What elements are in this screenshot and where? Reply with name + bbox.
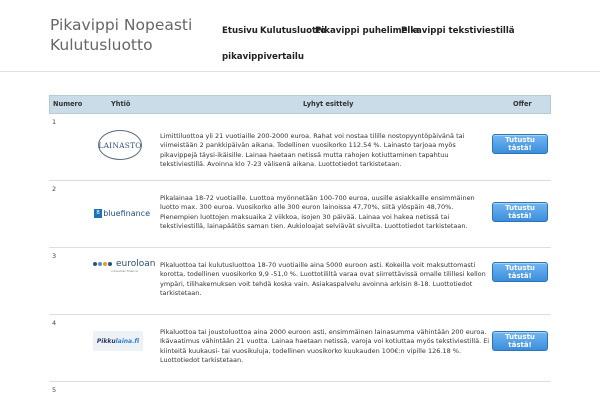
euroloan-logo-sub: consumer finance — [111, 269, 138, 273]
nav-item-etusivu[interactable]: Etusivu — [222, 26, 258, 36]
offer-button[interactable]: Tutustu tästä! — [492, 134, 548, 154]
pikkulaina-logo-text-b: laina.fi — [115, 337, 140, 345]
header-company: Yhtiö — [111, 100, 131, 108]
table-row — [49, 383, 551, 400]
site-title-line1[interactable]: Pikavippi Nopeasti — [50, 16, 193, 34]
table-row — [49, 249, 551, 315]
euroloan-dot — [98, 262, 102, 266]
nav-item-pikavippi-puhelimella[interactable]: Pikavippi puhelimella — [315, 26, 420, 36]
pikkulaina-logo-text-a: Pikku — [96, 337, 116, 345]
row-number: 5 — [52, 386, 57, 394]
site-header — [0, 0, 600, 72]
row-description: Pikaluottoa tai kulutusluottoa 18-70 vuotiaille aina 5000 euroon asti. Kokeilla voit maksuttomasti korotta, todellinen vuosikorko 9,9 -51,0 %. Luottotililtä varaa ovat siirrettävissä omalle tilillesi kellon ympäri, tilihakemuksen voit tehdä koska vain. Asiakaspalvelu avoinna arkisin 8-18. Luottotiedot tarkistetaan. — [160, 261, 486, 297]
bluefinance-logo[interactable] — [94, 206, 150, 220]
offer-button[interactable]: Tutustu tästä! — [492, 202, 548, 222]
table-row — [49, 115, 551, 181]
row-number: 3 — [52, 252, 57, 260]
euroloan-logo-text: euroloan — [116, 259, 155, 269]
euroloan-logo[interactable] — [93, 258, 155, 274]
row-number: 1 — [52, 118, 57, 126]
site-title[interactable] — [50, 15, 220, 55]
euroloan-logo-line — [93, 259, 155, 269]
table-row — [49, 182, 551, 248]
nav-item-pikavippivertailu[interactable]: pikavippivertailu — [222, 52, 304, 62]
header-description: Lyhyt esittely — [303, 100, 354, 108]
lainasto-ring — [98, 130, 142, 160]
site-title-line2[interactable]: Kulutusluotto — [50, 36, 153, 54]
bluefinance-mark: B — [94, 209, 102, 218]
row-description: Pikaluottoa tai joustoluottoa aina 2000 euroon asti, ensimmäinen lainasumma vähintään 200 euroa. Ikävaatimus vähintään 21 vuotta. Lainaa haetaan netissä, varoja voi kotiuttaa myös tekstiviestillä. Ei kiinteitä kuukausi- tai vuosikuluja, todellinen vuosikorko kuukauden 100€:n vipille 126.18 %. Luottotiedot tarkistetaan. — [160, 328, 490, 364]
euroloan-dot — [103, 262, 107, 266]
nav-item-kulutusluotto[interactable]: Kulutusluotto — [260, 26, 327, 36]
euroloan-dots-icon — [93, 262, 113, 266]
row-number: 2 — [52, 185, 57, 193]
offer-button[interactable]: Tutustu tästä! — [492, 331, 548, 351]
pikkulaina-logo-text — [97, 338, 139, 345]
bluefinance-logo-text: bluefinance — [103, 208, 150, 218]
lainasto-logo[interactable] — [97, 129, 143, 161]
nav-item-pikavippi-tekstiviestilla[interactable]: Pikavippi tekstiviestillä — [401, 26, 515, 36]
table-row — [49, 316, 551, 382]
euroloan-dot — [108, 262, 112, 266]
header-offer: Offer — [513, 100, 532, 108]
offer-button[interactable]: Tutustu tästä! — [492, 262, 548, 282]
header-number: Numero — [53, 100, 83, 108]
row-number: 4 — [52, 319, 57, 327]
table-header — [49, 95, 551, 114]
offers-table — [49, 95, 551, 400]
euroloan-dot — [93, 262, 97, 266]
row-description: Pikalainaa 18-72 vuotiaille. Luottoa myönnetään 100-700 euroa, uusille asiakkaille ensimmäinen luotto max. 300 euroa. Vuosikorko alle 300 euron lainoissa 47,70%, siitä ylöspäin 48,70%. Pienempien luottojen maksuaika 2 viikkoa, isojen 30 päivää. Lainaa voi hakea netissä tai tekstiviestillä, lainapäätös saman tien. Aukioloajat selviävät sivuilta. Luottotiedot tarkistetaan. — [160, 194, 475, 230]
pikkulaina-logo[interactable] — [93, 331, 143, 351]
row-description: Limittiluottoa yli 21 vuotiaille 200-2000 euroa. Rahat voi nostaa tilille nostopyyntöpäivänä tai viimeistään 2 pankkipäivän aikana. Todellinen vuosikorko 112.54 %. Lainasto tarjoaa myös pikavippejä täysi-ikäisille. Lainaa haetaan netissä mutta rahojen kotiuttaminen tapahtuu tekstiviestillä. Avoinna klo 7-23 välisenä aikana. Luottotiedot tarkistetaan. — [160, 132, 465, 168]
lainasto-logo-text: LAINASTO — [98, 140, 142, 150]
